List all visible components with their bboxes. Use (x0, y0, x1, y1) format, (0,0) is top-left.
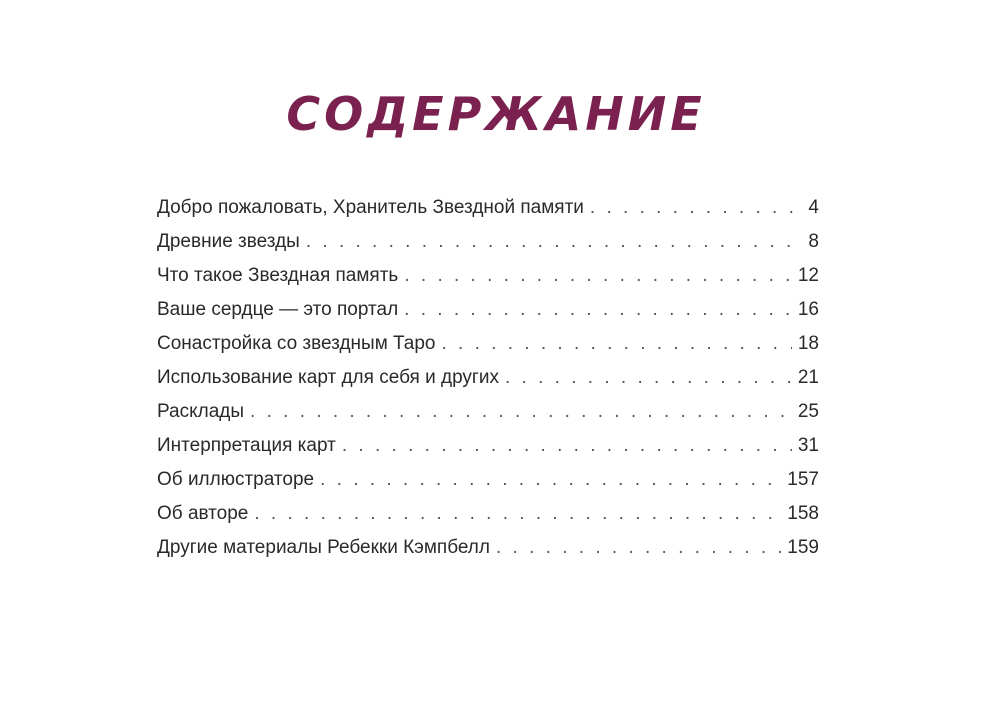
toc-entry-label: Расклады (157, 401, 245, 422)
toc-entry[interactable] (157, 435, 819, 469)
toc-entry-label: Интерпретация карт (157, 435, 336, 456)
dot-leader (254, 503, 781, 525)
toc-entry-label: Об иллюстраторе (157, 469, 315, 490)
toc-entry[interactable] (157, 401, 819, 435)
toc-entry-page: 25 (797, 401, 819, 422)
dot-leader (505, 367, 792, 389)
dot-leader (590, 197, 803, 219)
toc-entry[interactable] (157, 231, 819, 265)
toc-entry-page: 31 (797, 435, 819, 456)
toc-entry-label: Древние звезды (157, 231, 300, 252)
dot-leader (306, 231, 803, 253)
toc-entry[interactable] (157, 367, 819, 401)
toc-entry[interactable] (157, 503, 819, 537)
toc-entry[interactable] (157, 299, 819, 333)
toc-entry-label: Что такое Звездная память (157, 265, 399, 286)
table-of-contents (157, 197, 819, 571)
toc-entry-label: Другие материалы Ребекки Кэмпбелл (157, 537, 490, 558)
toc-entry-page: 18 (797, 333, 819, 354)
toc-entry-label: Использование карт для себя и других (157, 367, 499, 388)
dot-leader (404, 265, 792, 287)
toc-entry[interactable] (157, 197, 819, 231)
toc-entry[interactable] (157, 265, 819, 299)
toc-entry-page: 21 (797, 367, 819, 388)
toc-entry-page: 4 (808, 197, 819, 218)
toc-entry[interactable] (157, 469, 819, 503)
dot-leader (250, 401, 792, 423)
toc-entry-label: Ваше сердце — это портал (157, 299, 399, 320)
toc-entry-label: Сонастройка со звездным Таро (157, 333, 436, 354)
toc-entry-page: 8 (808, 231, 819, 252)
dot-leader (404, 299, 792, 321)
toc-entry[interactable] (157, 537, 819, 571)
page-title: СОДЕРЖАНИЕ (286, 87, 706, 141)
dot-leader (496, 537, 781, 559)
dot-leader (320, 469, 781, 491)
toc-entry[interactable] (157, 333, 819, 367)
toc-entry-page: 159 (787, 537, 819, 558)
dot-leader (342, 435, 792, 457)
toc-entry-label: Добро пожаловать, Хранитель Звездной памяти (157, 197, 584, 218)
toc-entry-page: 158 (787, 503, 819, 524)
toc-entry-page: 16 (797, 299, 819, 320)
toc-entry-page: 157 (787, 469, 819, 490)
toc-entry-label: Об авторе (157, 503, 249, 524)
toc-entry-page: 12 (797, 265, 819, 286)
dot-leader (442, 333, 792, 355)
